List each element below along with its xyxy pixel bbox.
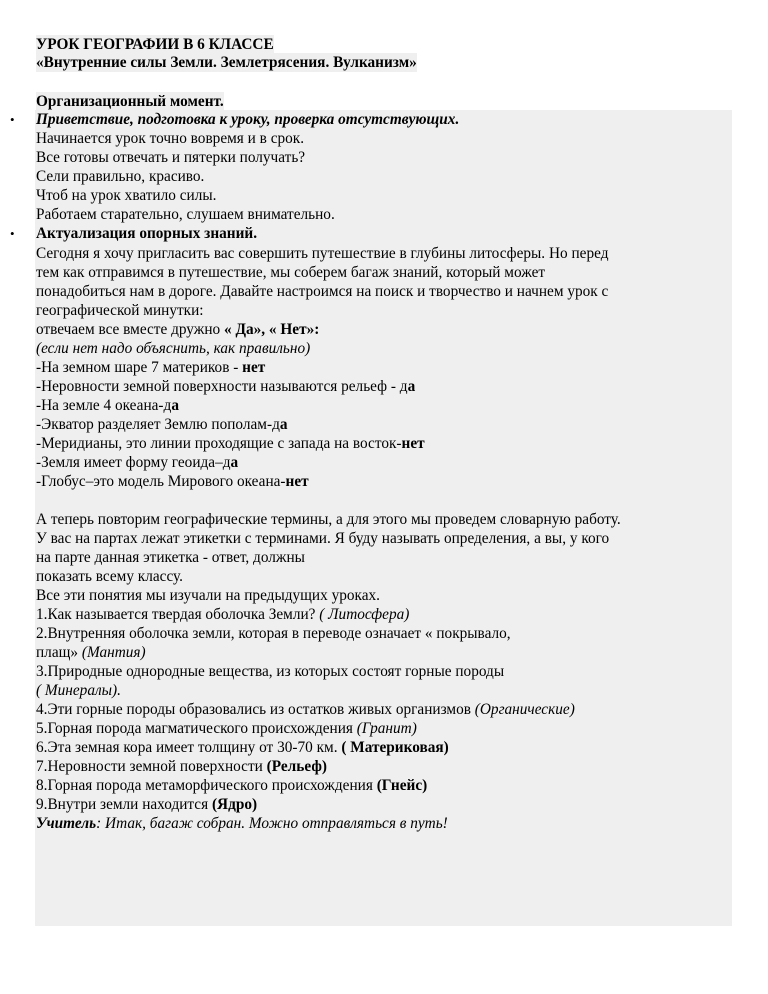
bullet-icon: • [10, 226, 15, 241]
question: ( Минералы). [36, 682, 121, 699]
terms-intro-line: Все эти понятия мы изучали на предыдущих уроках. [36, 587, 381, 604]
section-greeting: Приветствие, подготовка к уроку, проверка отсутствующих. [36, 111, 460, 128]
statement: -Экватор разделяет Землю пополам-да [36, 416, 288, 433]
answer-prompt: отвечаем все вместе дружно « Да», « Нет»: [36, 321, 320, 338]
statement: -Меридианы, это линии проходящие с запада на восток-нет [36, 435, 425, 452]
question: 2.Внутренняя оболочка земли, которая в переводе означает « покрывало, [36, 625, 511, 642]
question: плащ» (Мантия) [36, 644, 146, 661]
statement: -Глобус–это модель Мирового океана-нет [36, 473, 309, 490]
question: 8.Горная порода метаморфического происхождения (Гнейс) [36, 777, 428, 794]
section-actualization: Актуализация опорных знаний. [36, 225, 258, 242]
question: 5.Горная порода магматического происхождения (Гранит) [36, 720, 417, 737]
question: 7.Неровности земной поверхности (Рельеф) [36, 758, 328, 775]
answer-note: (если нет надо объяснить, как правильно) [36, 340, 311, 357]
intro-line: географической минутки: [36, 302, 204, 319]
poem-line: Все готовы отвечать и пятерки получать? [36, 149, 306, 166]
terms-intro-line: показать всему классу. [36, 568, 183, 585]
statement: -На земле 4 океана-да [36, 397, 179, 414]
statement: -На земном шаре 7 материков - нет [36, 359, 266, 376]
question: 3.Природные однородные вещества, из которых состоят горные породы [36, 663, 505, 680]
terms-intro-line: У вас на партах лежат этикетки с терминами. Я буду называть определения, а вы, у кого [36, 530, 610, 547]
poem-line: Чтоб на урок хватило силы. [36, 187, 217, 204]
document-title: УРОК ГЕОГРАФИИ В 6 КЛАССЕ [36, 36, 274, 53]
poem-line: Сели правильно, красиво. [36, 168, 205, 185]
intro-line: Сегодня я хочу пригласить вас совершить путешествие в глубины литосферы. Но перед [36, 245, 609, 262]
poem-line: Работаем старательно, слушаем внимательно. [36, 206, 335, 223]
question: 4.Эти горные породы образовались из остатков живых организмов (Органические) [36, 701, 575, 718]
section-org-moment: Организационный момент. [36, 93, 224, 110]
poem-line: Начинается урок точно вовремя и в срок. [36, 130, 305, 147]
question: 9.Внутри земли находится (Ядро) [36, 796, 258, 813]
intro-line: тем как отправимся в путешествие, мы соберем багаж знаний, который может [36, 264, 546, 281]
intro-line: понадобиться нам в дороге. Давайте настроимся на поиск и творчество и начнем урок с [36, 283, 609, 300]
teacher-line: Учитель: Итак, багаж собран. Можно отправляться в путь! [36, 815, 448, 832]
document-subtitle: «Внутренние силы Земли. Землетрясения. Вулканизм» [36, 54, 417, 71]
terms-intro-line: А теперь повторим географические термины, а для этого мы проведем словарную работу. [36, 511, 621, 528]
statement: -Земля имеет форму геоида–да [36, 454, 239, 471]
statement: -Неровности земной поверхности называются рельеф - да [36, 378, 416, 395]
terms-intro-line: на парте данная этикетка - ответ, должны [36, 549, 305, 566]
question: 6.Эта земная кора имеет толщину от 30-70 км. ( Материковая) [36, 739, 449, 756]
bullet-icon: • [10, 112, 15, 127]
question: 1.Как называется твердая оболочка Земли? ( Литосфера) [36, 606, 410, 623]
